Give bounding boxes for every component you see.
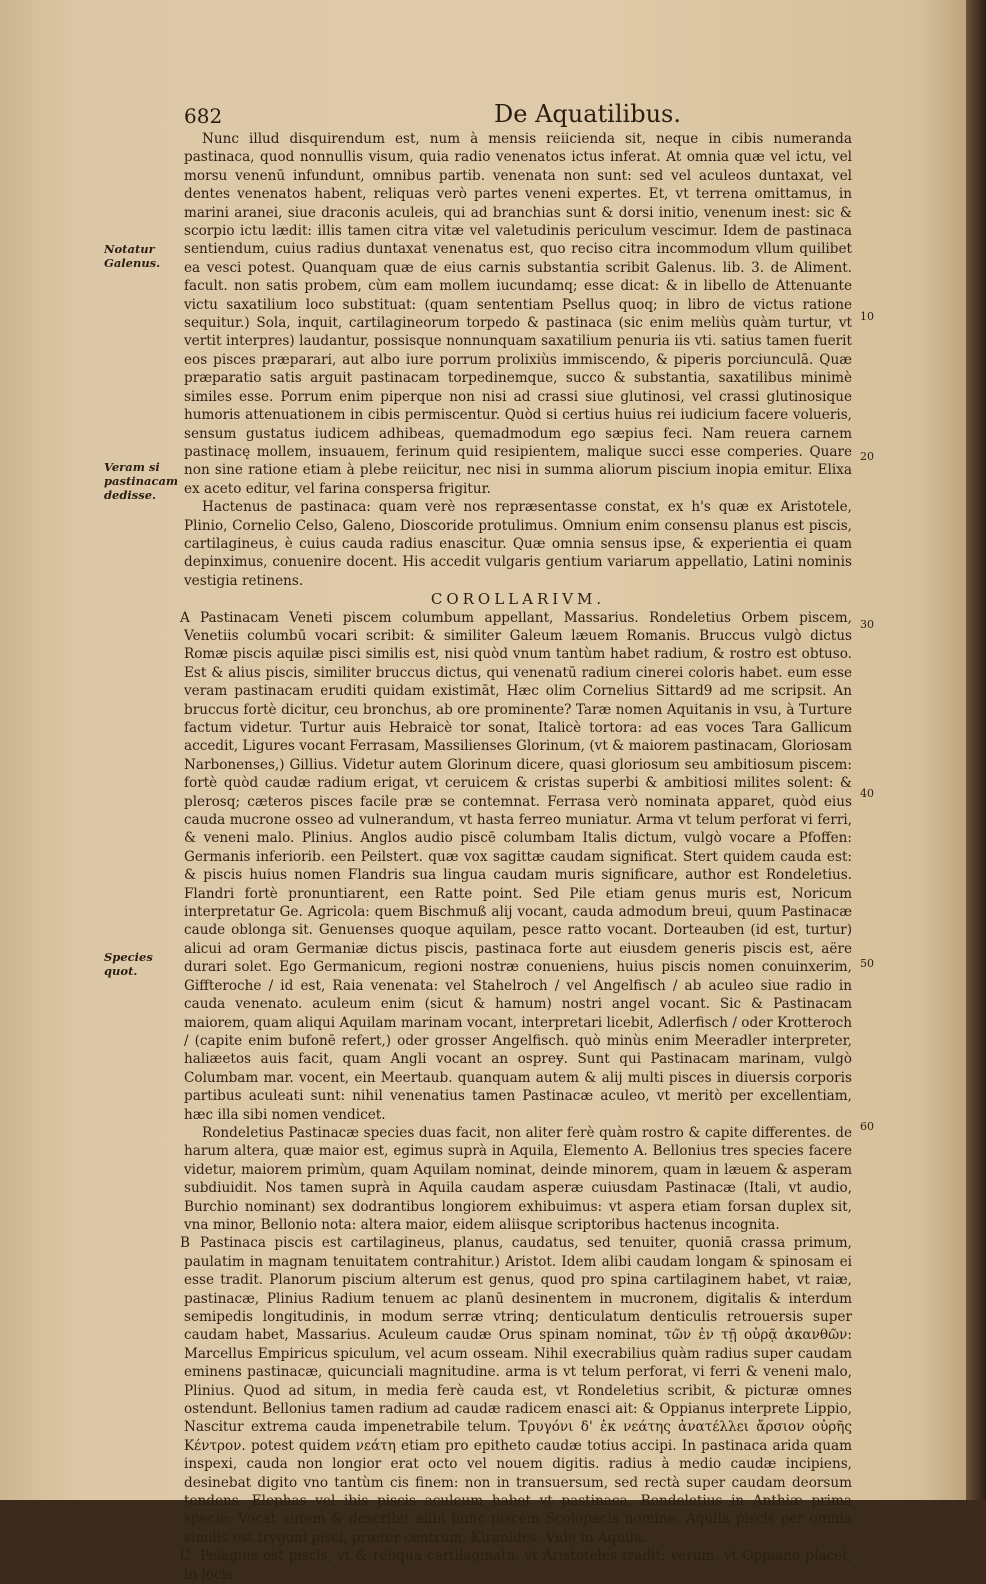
main-text xyxy=(180,130,852,1584)
section-b xyxy=(180,1234,852,1547)
margin-note: Veram si pastinacam dedisse. xyxy=(104,460,179,502)
line-number: 10 xyxy=(860,310,874,323)
line-number: 50 xyxy=(860,957,874,970)
section-heading: COROLLARIVM. xyxy=(430,590,606,609)
section-letter: C xyxy=(180,1548,191,1565)
line-number: 20 xyxy=(860,450,874,463)
book-edge xyxy=(966,0,986,1500)
section-letter: B xyxy=(180,1235,190,1252)
section-letter: A xyxy=(180,609,190,626)
running-header xyxy=(184,100,864,130)
line-number: 40 xyxy=(860,787,874,800)
section-text: Pastinaca piscis est cartilagineus, planus, caudatus, sed tenuiter, quoniā crassa primum, paulatim in magnam tenuitatem contrahitur.) Aristot. Idem alibi caudam longam & spinosam ei esse tradit. Planorum piscium alterum est genus, quod pro spina cartilaginem habet, vt raiæ, pastinacæ, Plinius Radium tenuem ac planū desinentem in mucronem, digitalis & interdum semipedis longitudinis, in modum serræ vtrinq; denticulatum denticulis retrouersis super caudam habet, Massarius. Aculeum caudæ Orus spinam nominat, τῶν ἐν τῇ οὐρᾷ ἀκανθῶν: Marcellus Empiricus spiculum, vel acum osseam. Nihil execrabilius quàm radius super caudam eminens pastinacæ, quicunciali magnitudine. arma is vt telum perforat, vi ferri & veneni malo, Plinius. Quod ad situm, in media ferè cauda est, vt Rondeletius scribit, & picturæ omnes ostendunt. Bellonius tamen radium ad caudæ radicem enasci ait: & Oppianus interprete Lippio, Nascitur extrema cauda impenetrabile telum. Τρυγόνι δ' ἐκ νεάτης ἀνατέλλει ἄρσιον οὐρῆς Κέντρον. potest quidem νεάτη etiam pro epitheto caudæ totius accipi. In pastinaca arida quam inspexi, cauda non longior erat octo vel nouem digitis. radius à medio caudæ incipiens, desinebat digito vno tantùm cis finem: non in transuersum, sed rectà super caudam deorsum tendens. Elephas vel ibis piscis aculeum habet vt pastinaca, Rondeletius in Anthiæ prima specie: Vocat autem & describit alibi hunc piscem Scolopacis nomine. Aquila piscis per omnia similis est trygoni pisci, præter centrum, Kiranides. Vide in Aquila. xyxy=(184,1235,852,1546)
page-number: 682 xyxy=(184,104,223,128)
section-a xyxy=(180,609,852,1124)
margin-note: Notatur Galenus. xyxy=(104,242,161,270)
paragraph: Hactenus de pastinaca: quam verè nos repræsentasse constat, ex h's quæ ex Aristotele, Plinio, Cornelio Celso, Galeno, Dioscoride protulimus. Omnium enim consensu planus est piscis, cartilagineus, è cuius cauda radius enascitur. Quæ omnia sensus ipse, & experientia ei quam depinximus, conuenire docent. His accedit vulgaris gentium variarum appellatio, Latini nominis vestigia retinens. xyxy=(184,499,852,589)
margin-note: Species quot. xyxy=(104,950,153,978)
section-text: Pelagius est piscis, vt & reliqua cartilaginata, vt Aristoteles tradit: verùm, vt Oppiano placet, in locis xyxy=(184,1548,852,1583)
section-species xyxy=(184,1124,852,1234)
running-title: De Aquatilibus. xyxy=(494,100,681,128)
line-number: 30 xyxy=(860,618,874,631)
paragraph: Nunc illud disquirendum est, num à mensis reiicienda sit, neque in cibis numeranda pastinaca, quod nonnullis visum, quia radio venenatos ictus inferat. At omnia quæ vel ictu, vel morsu venenū infundunt, omnibus partib. venenata non sunt: sed vel aculeos duntaxat, vel dentes venenatos habent, reliquas verò partes veneni expertes. Et, vt terrena omittamus, in marini aranei, siue draconis aculeis, qui ad branchias sunt & dorsi initio, venenum inest: sic & scorpio ictu lædit: illis tamen citra vitæ vel valetudinis periculum vescimur. Idem de pastinaca sentiendum, cuius radius duntaxat venenatus est, quo reciso citra incommodum vllum quilibet ea vesci potest. Quanquam quæ de eius carnis substantia scribit Galenus. lib. 3. de Aliment. facult. non satis probem, cùm eam mollem iucundamq; esse dicat: & in libello de Attenuante victu saxatilium loco substituat: (quam sententiam Psellus quoq; in libro de victus ratione sequitur.) Sola, inquit, cartilagineorum torpedo & pastinaca (sic enim meliùs quàm turtur, vt vertit interpres) laudantur, possisque nonnunquam saxatilium penuria iis vti. satius tamen fuerit eos pisces præparari, aut albo iure porrum prolixiùs immiscendo, & piperis porciunculā. Quæ præparatio satis arguit pastinacam torpedinemque, succo & substantia, saxatilibus minimè similes esse. Porrum enim piperque non nisi ad crassi siue glutinosi, vel crassi glutinosique humoris attenuationem in cibis permiscentur. Quòd si certius huius rei iudicium facere volueris, sensum gustatus iudicem adhibeas, quemadmodum ego sæpius feci. Nam reuera carnem pastinacę mollem, insuauem, ferinum quid resipientem, malique succi esse comperies. Quare non sine ratione etiam à plebe reiicitur, nec nisi in summa aliorum piscium inopia emitur. Elixa ex aceto editur, vel farina conspersa frigitur. xyxy=(184,131,852,497)
line-number: 60 xyxy=(860,1120,874,1133)
section-text: Rondeletius Pastinacæ species duas facit, non aliter ferè quàm rostro & capite differentes. de harum altera, quæ maior est, egimus suprà in Aquila, Elemento A. Bellonius tres species facere videtur, maiorem primùm, quam Aquilam nominat, deinde minorem, quam in læuem & asperam subdiuidit. Nos tamen suprà in Aquila caudam asperæ cuiusdam Pastinacæ (Itali, vt audio, Burchio nominant) sex dodrantibus longiorem exhibuimus: vt aspera etiam forsan duplex sit, vna minor, Bellonio nota: altera maior, eidem aliisque scriptoribus hactenus incognita. xyxy=(184,1124,852,1233)
section-c xyxy=(180,1547,852,1584)
section-text: Pastinacam Veneti piscem columbum appellant, Massarius. Rondeletius Orbem piscem, Venetiis columbū vocari scribit: & similiter Galeum læuem Romanis. Bruccus vulgò dictus Romæ piscis aquilæ pisci similis est, nisi quòd vnum tantùm habet radium, & rostro est obtuso. Est & alius piscis, similiter bruccus dictus, qui venenatū radium cinerei coloris habet. eum esse veram pastinacam eruditi quidam existimāt, Hæc olim Cornelius Sittard9 ad me scripsit. An bruccus fortè dicitur, ceu bronchus, ab ore prominente? Taræ nomen Aquitanis in vsu, à Turture factum videtur. Turtur auis Hebraicè tor sonat, Italicè tortora: ad eas voces Tara Gallicum accedit, Ligures vocant Ferrasam, Massilienses Glorinum, (vt & maiorem pastinacam, Gloriosam Narbonenses,) Gillius. Videtur autem Glorinum dicere, quasi gloriosum seu ambitiosum piscem: fortè quòd caudæ radium erigat, vt ceruicem & cristas superbi & ambitiosi milites solent: & plerosq; cæteros pisces facile præ se contemnat. Ferrasa verò nominata apparet, quòd eius cauda mucrone osseo ad vulnerandum, vt hasta ferreo muniatur. Arma vt telum perforat vi ferri, & veneni malo. Plinius. Anglos audio piscē columbam Italis dictum, vulgò vocare a Pfoffen: Germanis inferiorib. een Peilstert. quæ vox sagittæ caudam significat. Stert quidem cauda est: & piscis huius nomen Flandris sua lingua caudam muris significare, author est Rondeletius. Flandri fortè pronuntiarent, een Ratte point. Sed Pile etiam genus muris est, Noricum interpretatur Ge. Agricola: quem Bischmuß alij vocant, cauda admodum breui, quum Pastinacæ caude oblonga sit. Genuenses quoque aquilam, pesce ratto vocant. Dorteauben (id est, turtur) alicui ad oram Germaniæ dictus piscis, pastinaca forte aut eiusdem generis piscis est, aëre durari solet. Ego Germanicum, regioni nostræ conueniens, huius piscis nomen conuinxerim, Giffteroche / id est, Raia venenata: vel Stahelroch / vel Angelfisch / ab aculeo siue radio in cauda venenato. aculeum enim (sicut & hamum) nostri angel vocant. Sic & Pastinacam maiorem, quam aliqui Aquilam marinam vocant, interpretari licebit, Adlerfisch / oder Krotteroch / (capite enim bufonē refert,) oder grosser Angelfisch. quò minùs enim Meeradler interpreter, haliæetos auis facit, quam Angli vocant an ospreɏ. Sunt qui Pastinacam marinam, vulgò Columbam mar. vocent, ein Meertaub. quanquam autem & alij multi pisces in diuersis corporis partibus aculeati sunt: nihil venenatius tamen Pastinacæ aculeo, vt meritò per excellentiam, hæc illa sibi nomen vendicet. xyxy=(184,609,852,1123)
